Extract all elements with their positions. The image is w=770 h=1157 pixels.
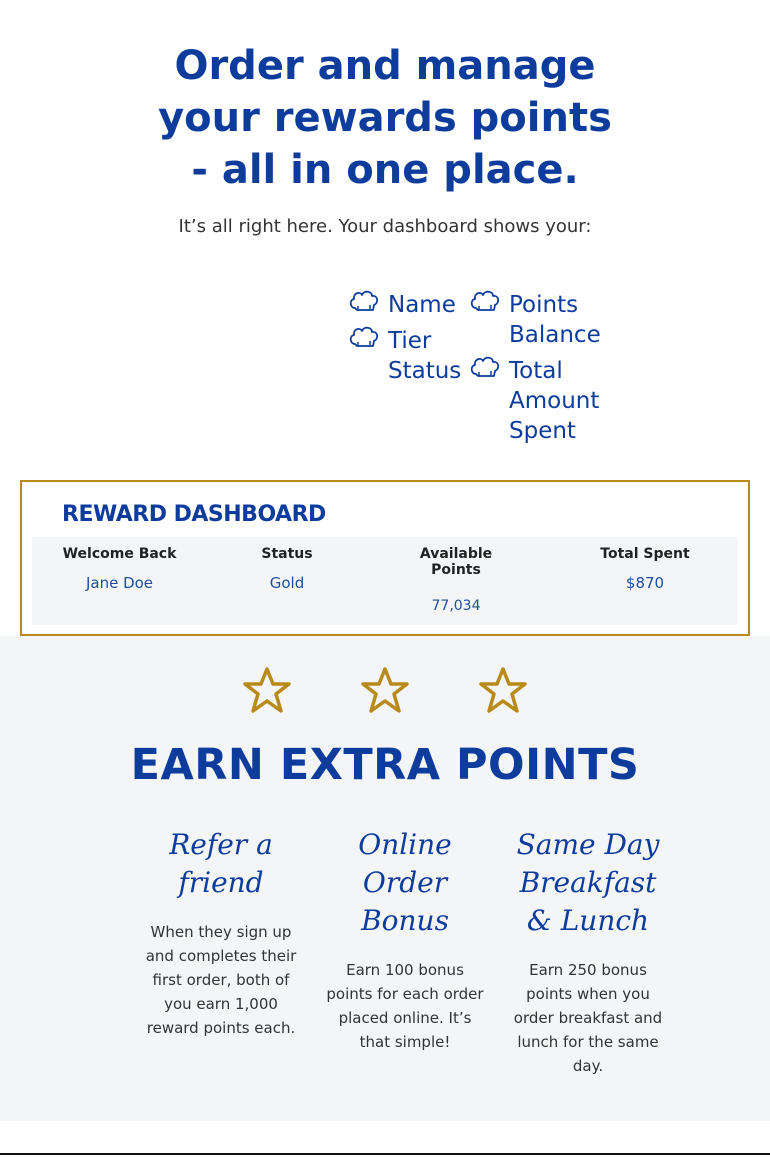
hero-title-line: - all in one place. [191, 147, 579, 193]
dashboard-value-points: 77,034 [431, 598, 481, 614]
earn-title: EARN EXTRA POINTS [130, 740, 640, 790]
dashboard-column-welcome [62, 546, 177, 592]
feature-item-points-balance [469, 288, 601, 350]
dashboard-header: Total Spent [600, 546, 690, 562]
feature-item-name [348, 288, 463, 320]
hero-title [0, 40, 770, 196]
feature-label: Total Amount Spent [509, 358, 600, 444]
chef-hat-icon [348, 288, 380, 318]
feature-label: Points Balance [509, 292, 601, 348]
earn-card-body: When they sign up and completes their first order, both of you earn 1,000 reward points each. [145, 923, 297, 1037]
earn-card-refer [141, 826, 301, 1040]
dashboard-column-status [252, 546, 322, 592]
chef-hat-icon [469, 288, 501, 318]
bottom-divider [0, 1153, 770, 1155]
star-icon [360, 666, 410, 716]
dashboard-column-total-spent [595, 546, 695, 592]
earn-card-heading: Online Order Bonus [358, 828, 452, 937]
reward-dashboard [20, 480, 750, 636]
earn-card-heading: Refer a friend [169, 828, 273, 899]
dashboard-value-status: Gold [269, 574, 305, 592]
dashboard-value-name: Jane Doe [85, 574, 154, 592]
hero-subtitle: It’s all right here. Your dashboard shows your: [178, 216, 592, 237]
dashboard-header: Available Points [419, 546, 493, 578]
hero-title-line: your rewards points [158, 95, 612, 141]
earn-points-section [0, 636, 770, 1121]
chef-hat-icon [469, 354, 501, 384]
feature-label: Tier Status [388, 328, 462, 384]
feature-item-tier-status [348, 324, 463, 386]
dashboard-column-points [416, 546, 496, 614]
dashboard-header: Status [261, 546, 313, 562]
dashboard-header: Welcome Back [62, 546, 177, 562]
earn-card-body: Earn 100 bonus points for each order placed online. It’s that simple! [326, 961, 484, 1051]
hero-title-line: Order and manage [174, 43, 596, 89]
star-icon [242, 666, 292, 716]
feature-label: Name [388, 292, 456, 318]
earn-card-heading: Same Day Breakfast & Lunch [516, 828, 660, 937]
earn-card-body: Earn 250 bonus points when you order breakfast and lunch for the same day. [513, 961, 663, 1075]
feature-column [348, 288, 463, 450]
dashboard-value-spent: $870 [625, 574, 665, 592]
star-icon [478, 666, 528, 716]
feature-list [348, 288, 618, 450]
dashboard-title: REWARD DASHBOARD [62, 502, 326, 527]
dashboard-table [32, 537, 738, 625]
feature-item-total-amount-spent [469, 354, 600, 446]
earn-card-same-day [508, 826, 668, 1078]
chef-hat-icon [348, 324, 380, 354]
earn-card-online-order [325, 826, 485, 1054]
feature-column [469, 288, 601, 450]
